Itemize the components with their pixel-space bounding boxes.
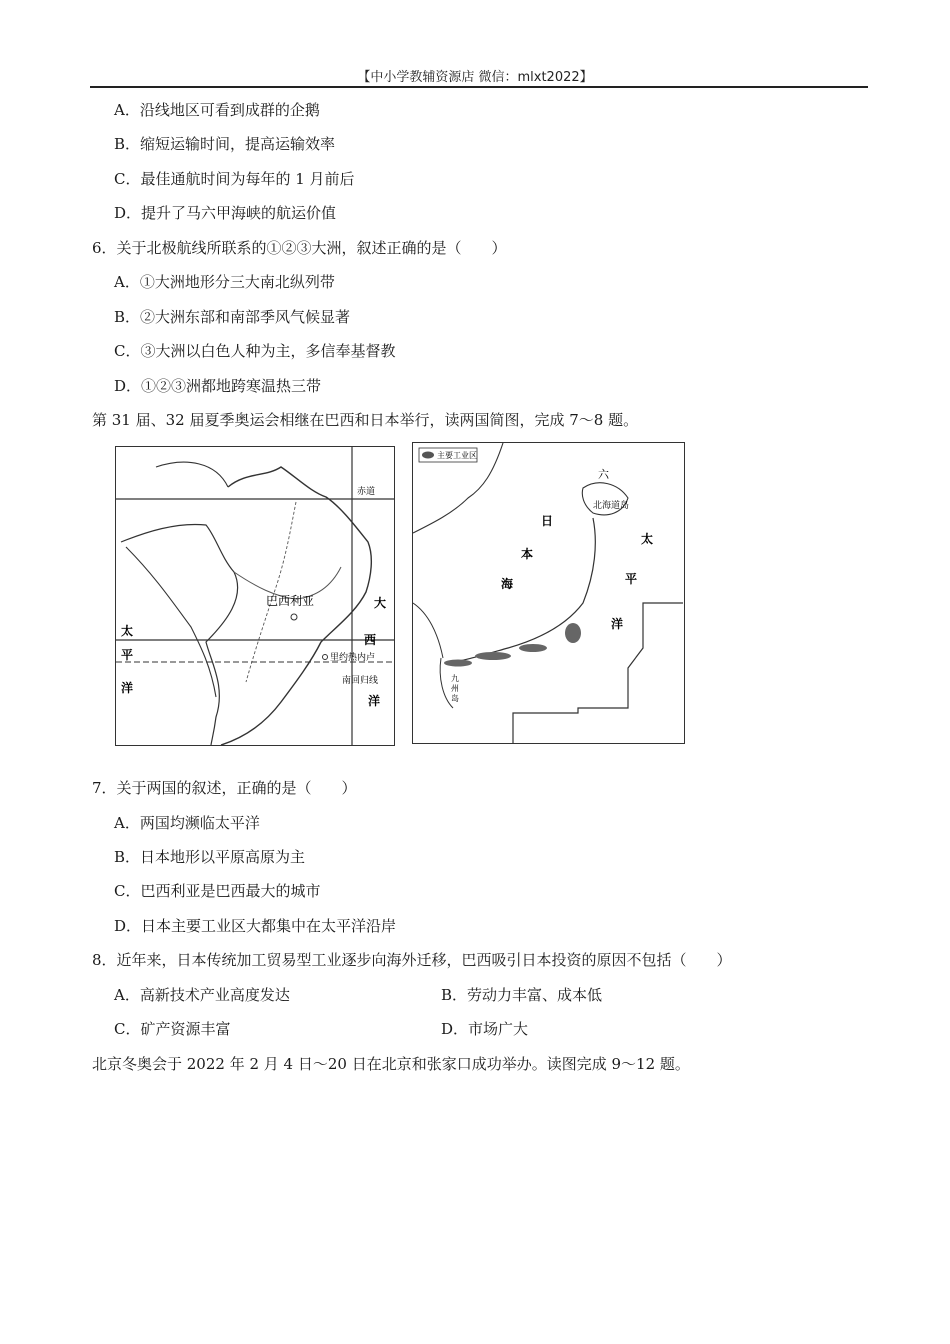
atlantic-label-3: 洋 — [368, 694, 381, 708]
q5-option-d: D．提升了马六甲海峡的航运价值 — [114, 204, 337, 222]
q6-option-a: A．①大洲地形分三大南北纵列带 — [114, 273, 335, 291]
industrial-area-keihin — [565, 623, 581, 643]
q7-option-b: B．日本地形以平原高原为主 — [114, 848, 306, 866]
q6-option-b: B．②大洲东部和南部季风气候显著 — [114, 308, 351, 326]
kyushu-label-1: 九 — [451, 674, 459, 683]
equator-label: 赤道 — [357, 487, 376, 497]
hokkaido-label: 北海道岛 — [593, 501, 630, 511]
q6-stem: 6．关于北极航线所联系的①②③大洲，叙述正确的是（ ） — [92, 239, 507, 257]
rio-label: 里约热内卢 — [330, 653, 376, 663]
andes-line — [126, 547, 216, 697]
brazil-map-svg — [116, 447, 394, 745]
brazil-west-border — [121, 524, 238, 745]
q8-option-a: A．高新技术产业高度发达 — [114, 986, 290, 1004]
mainland-coast — [413, 603, 443, 658]
industrial-area-kitakyushu — [444, 660, 472, 667]
q5-option-b: B．缩短运输时间，提高运输效率 — [114, 135, 336, 153]
pacific-jp-label-3: 洋 — [611, 617, 624, 631]
six-label: 六 — [598, 468, 609, 481]
brazil-map — [115, 446, 395, 746]
header-rule — [90, 86, 868, 88]
sea-japan-label-2: 本 — [521, 547, 534, 561]
japan-map — [412, 442, 685, 744]
intro-9-12: 北京冬奥会于 2022 年 2 月 4 日～20 日在北京和张家口成功举办。读图完成 9～12 题。 — [92, 1055, 690, 1073]
q7-option-a: A．两国均濒临太平洋 — [114, 814, 260, 832]
q8-option-b: B．劳动力丰富、成本低 — [441, 986, 603, 1004]
q7-option-d: D．日本主要工业区大都集中在太平洋沿岸 — [114, 917, 397, 935]
q5-option-c: C．最佳通航时间为每年的 1 月前后 — [114, 170, 355, 188]
q8-option-d: D．市场广大 — [441, 1020, 529, 1038]
north-border — [156, 462, 228, 487]
pacific-jp-label-2: 平 — [625, 572, 638, 586]
frame-line — [513, 603, 683, 743]
sea-japan-label-1: 日 — [541, 514, 554, 528]
q7-stem: 7．关于两国的叙述，正确的是（ ） — [92, 779, 357, 797]
tropic-label: 南回归线 — [342, 676, 379, 686]
q5-option-a: A．沿线地区可看到成群的企鹅 — [114, 101, 320, 119]
pacific-label-1: 太 — [121, 624, 134, 638]
pacific-label-3: 洋 — [121, 681, 134, 695]
pacific-label-2: 平 — [121, 648, 134, 662]
q8-stem: 8．近年来，日本传统加工贸易型工业逐步向海外迁移，巴西吸引日本投资的原因不包括（ ） — [92, 951, 732, 969]
intro-7-8: 第 31 届、32 届夏季奥运会相继在巴西和日本举行，读两国简图，完成 7～8 题。 — [92, 411, 639, 429]
q7-option-c: C．巴西利亚是巴西最大的城市 — [114, 882, 321, 900]
atlantic-label-2: 西 — [364, 633, 377, 647]
q6-option-d: D．①②③洲都地跨寒温热三带 — [114, 377, 322, 395]
japan-map-svg — [413, 443, 684, 743]
sea-japan-label-3: 海 — [501, 577, 514, 591]
rio-marker — [323, 655, 328, 660]
q6-option-c: C．③大洲以白色人种为主，多信奉基督教 — [114, 342, 396, 360]
industrial-area-chukyo — [519, 644, 547, 652]
capital-label: 巴西利亚 — [266, 594, 315, 608]
capital-marker — [291, 614, 297, 620]
legend-swatch — [422, 452, 434, 459]
q8-option-c: C．矿产资源丰富 — [114, 1020, 231, 1038]
page-header: 【中小学教辅资源店 微信：mlxt2022】 — [357, 70, 593, 85]
kyushu-label-3: 岛 — [451, 694, 459, 703]
atlantic-label-1: 大 — [374, 596, 387, 610]
pacific-jp-label-1: 太 — [641, 532, 654, 546]
legend-label: 主要工业区 — [437, 451, 477, 460]
kyushu-label-2: 州 — [451, 684, 459, 693]
industrial-area-hanshin — [475, 652, 511, 660]
